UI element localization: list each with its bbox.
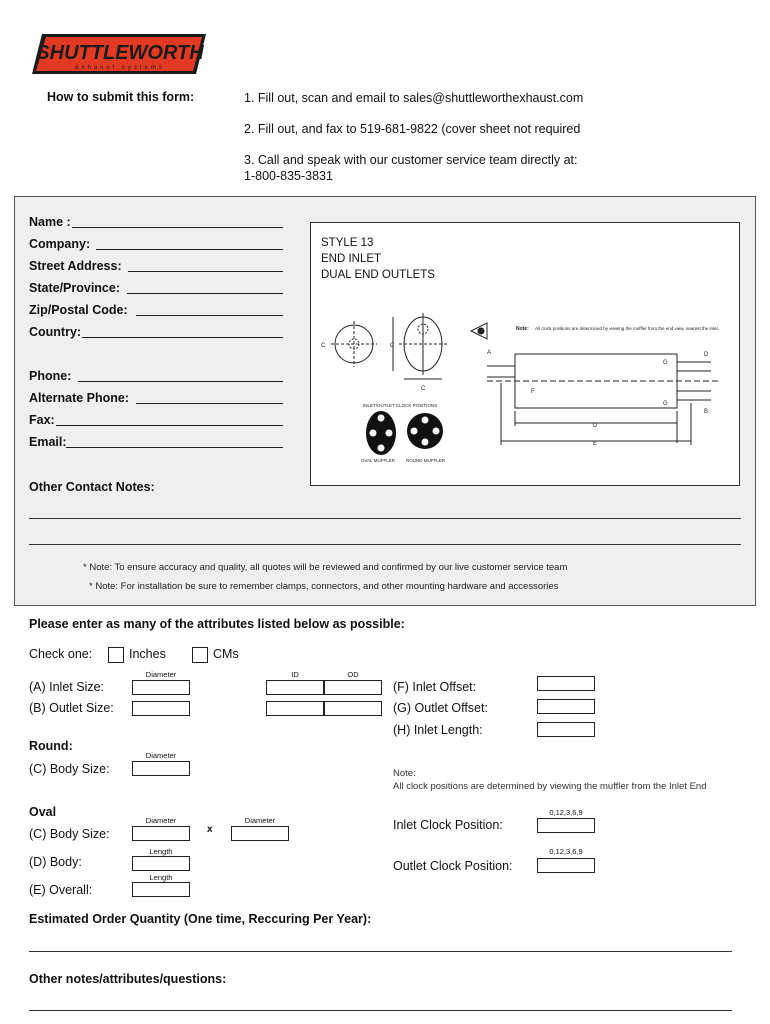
fax-field[interactable] xyxy=(56,425,283,426)
clock-note-text: All clock positions are determined by viewing the muffler from the Inlet End xyxy=(393,781,707,792)
inlet-od-input[interactable] xyxy=(324,680,382,695)
oval-muffler-clock-icon xyxy=(366,411,396,455)
inlet-id-input[interactable] xyxy=(266,680,324,695)
alternate-phone-field[interactable] xyxy=(136,403,283,404)
inches-label: Inches xyxy=(129,647,166,661)
outlet-od-input[interactable] xyxy=(324,701,382,716)
other-notes-line[interactable] xyxy=(29,1010,732,1011)
inlet-clock-options-caption: 0,12,3,6,9 xyxy=(549,808,583,817)
outlet-clock-position-label: Outlet Clock Position: xyxy=(393,859,513,873)
company-field[interactable] xyxy=(96,249,283,250)
cms-checkbox[interactable] xyxy=(192,647,208,663)
country-field[interactable] xyxy=(82,337,283,338)
inlet-clock-position-label: Inlet Clock Position: xyxy=(393,818,503,832)
overall-length-caption: Length xyxy=(149,873,173,882)
street-address-label: Street Address: xyxy=(29,259,122,273)
logo-tagline-text: exhaust systems xyxy=(75,65,165,71)
diagram-drawing xyxy=(311,223,739,485)
estimated-quantity-line[interactable] xyxy=(29,951,732,952)
clock-note-label: Note: xyxy=(393,768,416,779)
submit-step-call: 3. Call and speak with our customer service team directly at: xyxy=(244,153,578,167)
body-length-label: (D) Body: xyxy=(29,855,82,869)
inlet-length-label: (H) Inlet Length: xyxy=(393,723,483,737)
email-label: Email: xyxy=(29,435,67,449)
oval-cross-section xyxy=(393,313,447,379)
state-province-field[interactable] xyxy=(127,293,283,294)
zip-postal-code-label: Zip/Postal Code: xyxy=(29,303,128,317)
diagram-inlet-label: END INLET xyxy=(321,253,382,265)
other-contact-notes-line-1[interactable] xyxy=(29,518,741,519)
logo-brand-text: SHUTTLEWORTH xyxy=(36,42,204,64)
body-length-caption: Length xyxy=(149,847,173,856)
round-muffler-clock-icon xyxy=(407,413,443,449)
diagram-dim-f: F xyxy=(531,389,535,395)
diagram-note-label: Note: xyxy=(516,326,529,332)
other-contact-notes-label: Other Contact Notes: xyxy=(29,480,155,494)
quote-accuracy-note: * Note: To ensure accuracy and quality, all quotes will be reviewed and confirmed by our live customer service team xyxy=(83,562,568,573)
shuttleworth-logo xyxy=(28,30,208,78)
inlet-diameter-input[interactable] xyxy=(132,680,190,695)
round-body-size-label: (C) Body Size: xyxy=(29,762,110,776)
company-label: Company: xyxy=(29,237,91,251)
oval-section-label: Oval xyxy=(29,805,57,819)
oval-diameter-input-2[interactable] xyxy=(231,826,289,841)
country-label: Country: xyxy=(29,325,82,339)
round-body-diameter-input[interactable] xyxy=(132,761,190,776)
round-section-label: Round: xyxy=(29,739,73,753)
oval-diameter-input-1[interactable] xyxy=(132,826,190,841)
diagram-dim-g-bottom: G xyxy=(663,401,668,407)
round-muffler-label: ROUND MUFFLER xyxy=(406,458,445,463)
diagram-dim-a: A xyxy=(487,350,492,356)
how-to-submit-label: How to submit this form: xyxy=(47,90,195,104)
submit-phone-number: 1-800-835-3831 xyxy=(244,169,333,183)
outlet-id-input[interactable] xyxy=(266,701,324,716)
diagram-dim-c-oval: C xyxy=(390,343,395,349)
times-symbol: x xyxy=(207,824,213,835)
submit-step-email: 1. Fill out, scan and email to sales@shuttleworthexhaust.com xyxy=(244,91,584,105)
email-field[interactable] xyxy=(66,447,283,448)
diagram-dim-g-top: G xyxy=(663,360,668,366)
street-address-field[interactable] xyxy=(128,271,283,272)
diagram-note-text: All clock positions are determined by viewing the muffler from the end view, nearest the inlet. xyxy=(535,326,720,331)
diagram-style-label: STYLE 13 xyxy=(321,237,374,249)
attributes-section-title: Please enter as many of the attributes listed below as possible: xyxy=(29,617,405,631)
oval-body-size-label: (C) Body Size: xyxy=(29,827,110,841)
outlet-size-label: (B) Outlet Size: xyxy=(29,701,114,715)
fax-label: Fax: xyxy=(29,413,55,427)
muffler-side-view xyxy=(487,354,721,445)
outlet-diameter-input[interactable] xyxy=(132,701,190,716)
installation-note: * Note: For installation be sure to remember clamps, connectors, and other mounting hardware and accessories xyxy=(89,581,559,592)
estimated-quantity-label: Estimated Order Quantity (One time, Reccuring Per Year): xyxy=(29,912,372,926)
inlet-offset-input[interactable] xyxy=(537,676,595,691)
id-caption: ID xyxy=(291,670,299,679)
inlet-size-label: (A) Inlet Size: xyxy=(29,680,105,694)
diagram-dim-c-round: C xyxy=(321,343,326,349)
oval-diameter-caption-2: Diameter xyxy=(244,816,276,825)
other-contact-notes-line-2[interactable] xyxy=(29,544,741,545)
alternate-phone-label: Alternate Phone: xyxy=(29,391,130,405)
zip-postal-code-field[interactable] xyxy=(136,315,283,316)
diagram-dim-d: D xyxy=(593,423,598,429)
outlet-clock-position-input[interactable] xyxy=(537,858,595,873)
phone-field[interactable] xyxy=(78,381,283,382)
outlet-offset-label: (G) Outlet Offset: xyxy=(393,701,488,715)
overall-length-label: (E) Overall: xyxy=(29,883,93,897)
outlet-offset-input[interactable] xyxy=(537,699,595,714)
check-one-label: Check one: xyxy=(29,647,93,661)
diagram-dim-b: B xyxy=(704,409,709,415)
od-caption: OD xyxy=(347,670,359,679)
name-label: Name : xyxy=(29,215,71,229)
diagram-outlet-label: DUAL END OUTLETS xyxy=(321,269,435,281)
body-length-input[interactable] xyxy=(132,856,190,871)
inlet-length-input[interactable] xyxy=(537,722,595,737)
round-diameter-caption: Diameter xyxy=(145,751,177,760)
clock-positions-label: INLET/OUTLET CLOCK POSITIONS xyxy=(363,403,438,408)
inches-checkbox[interactable] xyxy=(108,647,124,663)
oval-diameter-caption-1: Diameter xyxy=(145,816,177,825)
diagram-dim-e: E xyxy=(593,441,598,447)
inlet-offset-label: (F) Inlet Offset: xyxy=(393,680,477,694)
inlet-diameter-caption: Diameter xyxy=(145,670,177,679)
eye-icon xyxy=(471,323,487,339)
round-cross-section xyxy=(331,321,377,367)
muffler-style-diagram xyxy=(310,222,740,486)
cms-label: CMs xyxy=(213,647,239,661)
outlet-clock-options-caption: 0,12,3,6,9 xyxy=(549,847,583,856)
name-field[interactable] xyxy=(72,227,283,228)
inlet-clock-position-input[interactable] xyxy=(537,818,595,833)
other-notes-label: Other notes/attributes/questions: xyxy=(29,972,227,986)
phone-label: Phone: xyxy=(29,369,72,383)
overall-length-input[interactable] xyxy=(132,882,190,897)
state-province-label: State/Province: xyxy=(29,281,121,295)
diagram-dim-d-right: D xyxy=(704,352,709,358)
oval-muffler-label: OVAL MUFFLER xyxy=(361,458,396,463)
diagram-dim-c-width: C xyxy=(421,386,426,392)
submit-step-fax: 2. Fill out, and fax to 519-681-9822 (cover sheet not required xyxy=(244,122,581,136)
